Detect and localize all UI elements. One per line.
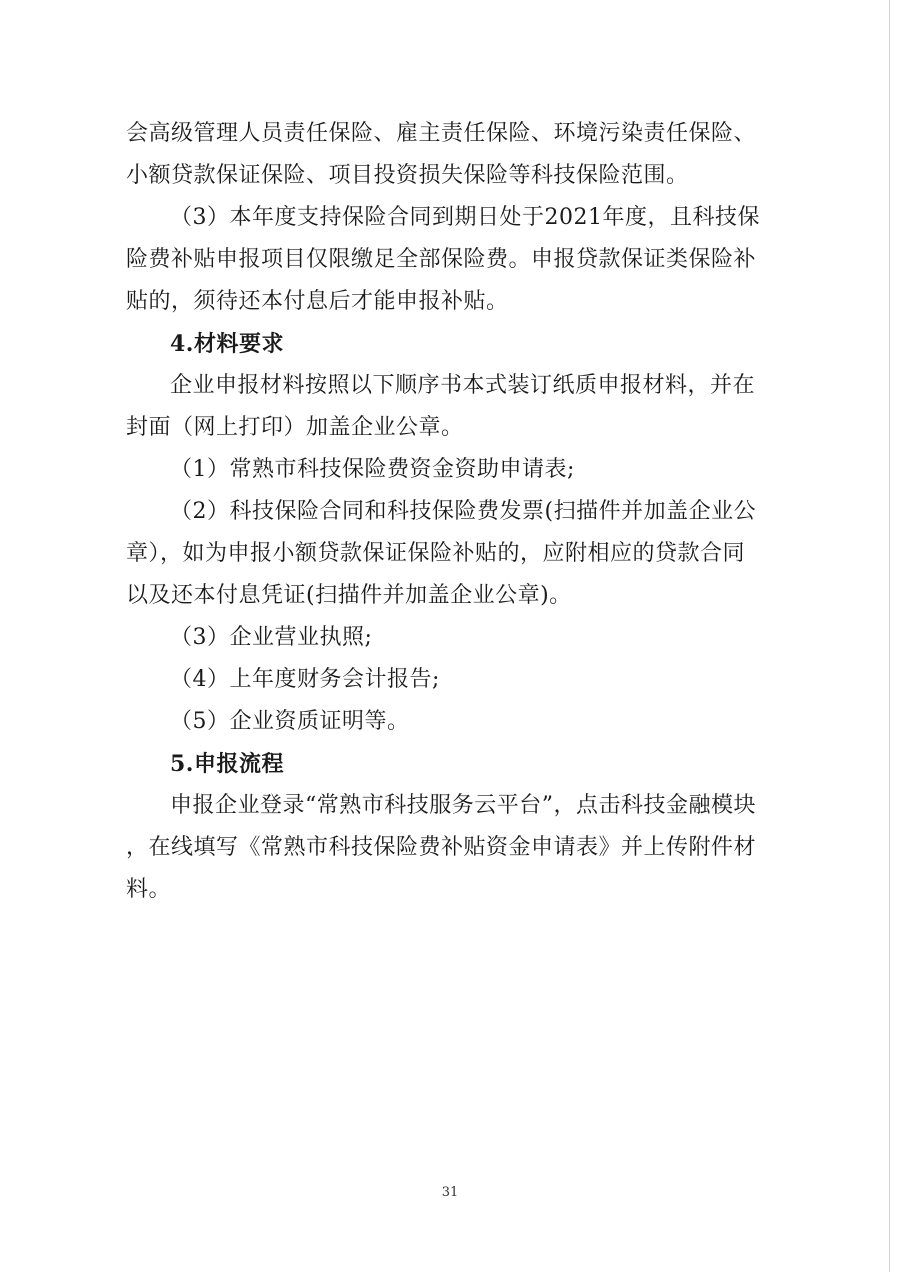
text-line: 贴的，须待还本付息后才能申报补贴。 [126,289,509,314]
list-item: （5）企业资质证明等。 [170,709,410,734]
text-line: ，在线填写《常熟市科技保险费补贴资金申请表》并上传附件材 [126,835,757,860]
text-line: （3）本年度支持保险合同到期日处于2021年度，且科技保 [170,205,760,230]
list-item: （2）科技保险合同和科技保险费发票(扫描件并加盖企业公 [170,499,757,524]
text-line: 企业申报材料按照以下顺序书本式装订纸质申报材料，并在 [170,373,756,398]
section-heading-process: 5.申报流程 [170,751,284,777]
text-line: 以及还本付息凭证(扫描件并加盖企业公章)。 [126,583,572,608]
page-number: 31 [441,1185,459,1200]
list-item: （1）常熟市科技保险费资金资助申请表; [170,457,575,482]
text-line: 险费补贴申报项目仅限缴足全部保险费。申报贷款保证类保险补 [126,247,757,272]
section-heading-materials: 4.材料要求 [170,331,284,357]
text-line: 小额贷款保证保险、项目投资损失保险等科技保险范围。 [126,163,689,188]
text-line: 申报企业登录“常熟市科技服务云平台”，点击科技金融模块 [170,793,756,818]
text-line: 封面（网上打印）加盖企业公章。 [126,415,464,440]
list-item: （3）企业营业执照; [170,625,373,650]
list-item: （4）上年度财务会计报告; [170,667,440,692]
text-line: 料。 [126,877,172,902]
page-edge-divider [889,0,890,1272]
text-line: 会高级管理人员责任保险、雇主责任保险、环境污染责任保险、 [126,121,757,146]
text-line: 章），如为申报小额贷款保证保险补贴的，应附相应的贷款合同 [126,541,746,566]
